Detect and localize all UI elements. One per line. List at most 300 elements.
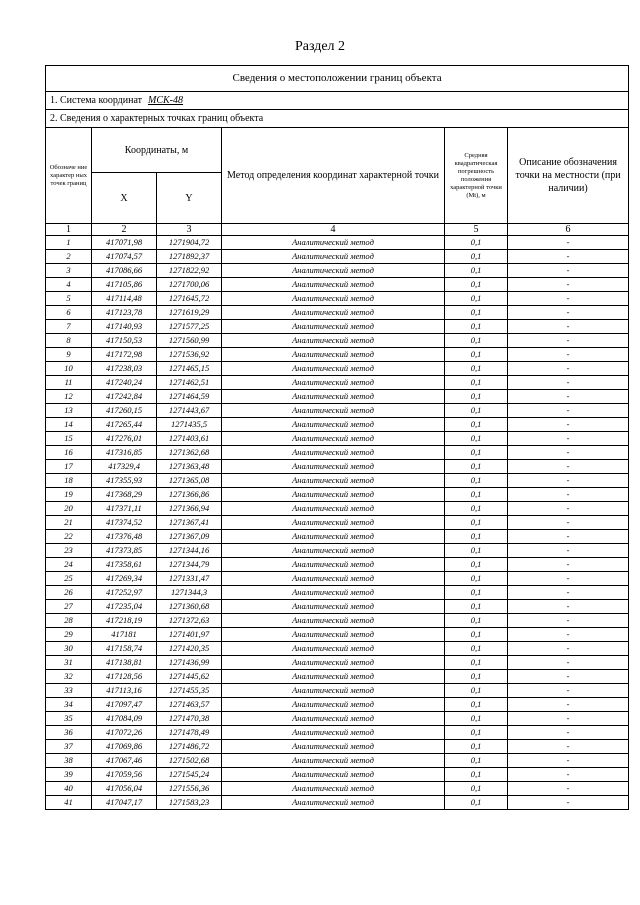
x-coordinate-cell: 417140,93 — [92, 320, 157, 334]
table-row — [46, 236, 629, 250]
point-number-cell: 2 — [46, 250, 92, 264]
description-cell: - — [508, 236, 629, 250]
y-coordinate-cell: 1271372,63 — [157, 614, 222, 628]
method-cell: Аналитический метод — [222, 488, 445, 502]
method-cell: Аналитический метод — [222, 404, 445, 418]
method-cell: Аналитический метод — [222, 390, 445, 404]
method-cell: Аналитический метод — [222, 740, 445, 754]
accuracy-cell: 0,1 — [445, 278, 508, 292]
accuracy-cell: 0,1 — [445, 460, 508, 474]
method-cell: Аналитический метод — [222, 250, 445, 264]
method-cell: Аналитический метод — [222, 600, 445, 614]
table-row — [46, 516, 629, 530]
x-coordinate-cell: 417276,01 — [92, 432, 157, 446]
table-row — [46, 698, 629, 712]
y-coordinate-cell: 1271455,35 — [157, 684, 222, 698]
y-coordinate-cell: 1271366,86 — [157, 488, 222, 502]
x-coordinate-cell: 417123,78 — [92, 306, 157, 320]
y-coordinate-cell: 1271822,92 — [157, 264, 222, 278]
x-coordinate-cell: 417242,84 — [92, 390, 157, 404]
description-cell: - — [508, 502, 629, 516]
point-number-cell: 38 — [46, 754, 92, 768]
x-coordinate-cell: 417128,56 — [92, 670, 157, 684]
description-cell: - — [508, 796, 629, 810]
point-number-cell: 18 — [46, 474, 92, 488]
x-coordinate-cell: 417074,57 — [92, 250, 157, 264]
method-cell: Аналитический метод — [222, 348, 445, 362]
x-coordinate-cell: 417105,86 — [92, 278, 157, 292]
section-title: Раздел 2 — [294, 39, 346, 54]
method-cell: Аналитический метод — [222, 754, 445, 768]
y-coordinate-cell: 1271892,37 — [157, 250, 222, 264]
accuracy-cell: 0,1 — [445, 628, 508, 642]
y-coordinate-cell: 1271700,06 — [157, 278, 222, 292]
table-row — [46, 642, 629, 656]
header-x: X — [92, 173, 157, 224]
method-cell: Аналитический метод — [222, 334, 445, 348]
x-coordinate-cell: 417374,52 — [92, 516, 157, 530]
point-number-cell: 29 — [46, 628, 92, 642]
table-row — [46, 488, 629, 502]
method-cell: Аналитический метод — [222, 474, 445, 488]
x-coordinate-cell: 417138,81 — [92, 656, 157, 670]
accuracy-cell: 0,1 — [445, 376, 508, 390]
method-cell: Аналитический метод — [222, 782, 445, 796]
point-number-cell: 40 — [46, 782, 92, 796]
accuracy-cell: 0,1 — [445, 586, 508, 600]
accuracy-cell: 0,1 — [445, 558, 508, 572]
description-cell: - — [508, 488, 629, 502]
table-row — [46, 558, 629, 572]
table-row — [46, 306, 629, 320]
accuracy-cell: 0,1 — [445, 362, 508, 376]
table-row — [46, 390, 629, 404]
x-coordinate-cell: 417371,11 — [92, 502, 157, 516]
table-row — [46, 460, 629, 474]
accuracy-cell: 0,1 — [445, 432, 508, 446]
y-coordinate-cell: 1271331,47 — [157, 572, 222, 586]
description-cell: - — [508, 306, 629, 320]
y-coordinate-cell: 1271420,35 — [157, 642, 222, 656]
accuracy-cell: 0,1 — [445, 530, 508, 544]
x-coordinate-cell: 417047,17 — [92, 796, 157, 810]
description-cell: - — [508, 628, 629, 642]
table-row — [46, 264, 629, 278]
y-coordinate-cell: 1271344,79 — [157, 558, 222, 572]
x-coordinate-cell: 417097,47 — [92, 698, 157, 712]
point-number-cell: 1 — [46, 236, 92, 250]
description-cell: - — [508, 474, 629, 488]
y-coordinate-cell: 1271365,08 — [157, 474, 222, 488]
description-cell: - — [508, 614, 629, 628]
y-coordinate-cell: 1271464,59 — [157, 390, 222, 404]
accuracy-cell: 0,1 — [445, 348, 508, 362]
header-y: Y — [157, 173, 222, 224]
method-cell: Аналитический метод — [222, 376, 445, 390]
description-cell: - — [508, 740, 629, 754]
table-row — [46, 628, 629, 642]
method-cell: Аналитический метод — [222, 306, 445, 320]
point-number-cell: 17 — [46, 460, 92, 474]
accuracy-cell: 0,1 — [445, 418, 508, 432]
table-row — [46, 614, 629, 628]
description-cell: - — [508, 348, 629, 362]
method-cell: Аналитический метод — [222, 544, 445, 558]
table-row — [46, 418, 629, 432]
accuracy-cell: 0,1 — [445, 264, 508, 278]
table-title: Сведения о местоположении границ объекта — [46, 66, 629, 92]
table-body — [46, 66, 629, 810]
y-coordinate-cell: 1271556,36 — [157, 782, 222, 796]
point-number-cell: 19 — [46, 488, 92, 502]
method-cell: Аналитический метод — [222, 446, 445, 460]
y-coordinate-cell: 1271560,99 — [157, 334, 222, 348]
table-row — [46, 600, 629, 614]
table-row — [46, 278, 629, 292]
y-coordinate-cell: 1271619,29 — [157, 306, 222, 320]
accuracy-cell: 0,1 — [445, 306, 508, 320]
y-coordinate-cell: 1271502,68 — [157, 754, 222, 768]
method-cell: Аналитический метод — [222, 796, 445, 810]
y-coordinate-cell: 1271463,57 — [157, 698, 222, 712]
y-coordinate-cell: 1271465,15 — [157, 362, 222, 376]
method-cell: Аналитический метод — [222, 628, 445, 642]
header-coordinates: Координаты, м — [92, 128, 222, 173]
x-coordinate-cell: 417069,86 — [92, 740, 157, 754]
point-number-cell: 37 — [46, 740, 92, 754]
x-coordinate-cell: 417269,34 — [92, 572, 157, 586]
accuracy-cell: 0,1 — [445, 768, 508, 782]
table-row — [46, 404, 629, 418]
y-coordinate-cell: 1271583,23 — [157, 796, 222, 810]
description-cell: - — [508, 600, 629, 614]
method-cell: Аналитический метод — [222, 292, 445, 306]
table-row — [46, 544, 629, 558]
accuracy-cell: 0,1 — [445, 390, 508, 404]
table-row — [46, 362, 629, 376]
column-number: 5 — [445, 224, 508, 236]
accuracy-cell: 0,1 — [445, 754, 508, 768]
description-cell: - — [508, 712, 629, 726]
table-row — [46, 292, 629, 306]
description-cell: - — [508, 404, 629, 418]
y-coordinate-cell: 1271536,92 — [157, 348, 222, 362]
method-cell: Аналитический метод — [222, 432, 445, 446]
x-coordinate-cell: 417368,29 — [92, 488, 157, 502]
table-row — [46, 502, 629, 516]
header-accuracy: Средняя квадратическая погрешность положения характерной точки (Mt), м — [445, 128, 508, 224]
method-cell: Аналитический метод — [222, 698, 445, 712]
x-coordinate-cell: 417181 — [92, 628, 157, 642]
coord-system-value: МСК-48 — [148, 95, 184, 106]
description-cell: - — [508, 670, 629, 684]
accuracy-cell: 0,1 — [445, 614, 508, 628]
point-number-cell: 7 — [46, 320, 92, 334]
description-cell: - — [508, 320, 629, 334]
x-coordinate-cell: 417260,15 — [92, 404, 157, 418]
point-number-cell: 34 — [46, 698, 92, 712]
description-cell: - — [508, 390, 629, 404]
table-row — [46, 376, 629, 390]
description-cell: - — [508, 782, 629, 796]
point-number-cell: 28 — [46, 614, 92, 628]
x-coordinate-cell: 417114,48 — [92, 292, 157, 306]
table-row — [46, 782, 629, 796]
description-cell: - — [508, 544, 629, 558]
y-coordinate-cell: 1271443,67 — [157, 404, 222, 418]
x-coordinate-cell: 417059,56 — [92, 768, 157, 782]
method-cell: Аналитический метод — [222, 656, 445, 670]
table-row — [46, 768, 629, 782]
accuracy-cell: 0,1 — [445, 740, 508, 754]
point-number-cell: 31 — [46, 656, 92, 670]
y-coordinate-cell: 1271403,61 — [157, 432, 222, 446]
method-cell: Аналитический метод — [222, 684, 445, 698]
accuracy-cell: 0,1 — [445, 712, 508, 726]
description-cell: - — [508, 278, 629, 292]
x-coordinate-cell: 417265,44 — [92, 418, 157, 432]
x-coordinate-cell: 417240,24 — [92, 376, 157, 390]
y-coordinate-cell: 1271470,38 — [157, 712, 222, 726]
accuracy-cell: 0,1 — [445, 782, 508, 796]
accuracy-cell: 0,1 — [445, 334, 508, 348]
method-cell: Аналитический метод — [222, 278, 445, 292]
method-cell: Аналитический метод — [222, 670, 445, 684]
method-cell: Аналитический метод — [222, 768, 445, 782]
coord-system-line — [46, 92, 629, 110]
x-coordinate-cell: 417218,19 — [92, 614, 157, 628]
method-cell: Аналитический метод — [222, 712, 445, 726]
x-coordinate-cell: 417358,61 — [92, 558, 157, 572]
description-cell: - — [508, 698, 629, 712]
table-row — [46, 250, 629, 264]
method-cell: Аналитический метод — [222, 572, 445, 586]
point-number-cell: 11 — [46, 376, 92, 390]
x-coordinate-cell: 417113,16 — [92, 684, 157, 698]
point-number-cell: 36 — [46, 726, 92, 740]
y-coordinate-cell: 1271436,99 — [157, 656, 222, 670]
header-description: Описание обозначения точки на местности (при наличии) — [508, 128, 629, 224]
column-number: 6 — [508, 224, 629, 236]
method-cell: Аналитический метод — [222, 614, 445, 628]
table-row — [46, 474, 629, 488]
point-number-cell: 41 — [46, 796, 92, 810]
accuracy-cell: 0,1 — [445, 320, 508, 334]
y-coordinate-cell: 1271445,62 — [157, 670, 222, 684]
description-cell: - — [508, 684, 629, 698]
description-cell: - — [508, 768, 629, 782]
y-coordinate-cell: 1271904,72 — [157, 236, 222, 250]
x-coordinate-cell: 417316,85 — [92, 446, 157, 460]
point-number-cell: 33 — [46, 684, 92, 698]
method-cell: Аналитический метод — [222, 726, 445, 740]
y-coordinate-cell: 1271344,16 — [157, 544, 222, 558]
accuracy-cell: 0,1 — [445, 502, 508, 516]
method-cell: Аналитический метод — [222, 530, 445, 544]
accuracy-cell: 0,1 — [445, 250, 508, 264]
accuracy-cell: 0,1 — [445, 572, 508, 586]
x-coordinate-cell: 417376,48 — [92, 530, 157, 544]
point-number-cell: 15 — [46, 432, 92, 446]
description-cell: - — [508, 334, 629, 348]
point-number-cell: 21 — [46, 516, 92, 530]
table-row — [46, 334, 629, 348]
point-number-cell: 4 — [46, 278, 92, 292]
method-cell: Аналитический метод — [222, 642, 445, 656]
x-coordinate-cell: 417084,09 — [92, 712, 157, 726]
description-cell: - — [508, 754, 629, 768]
table-row — [46, 754, 629, 768]
y-coordinate-cell: 1271366,94 — [157, 502, 222, 516]
description-cell: - — [508, 656, 629, 670]
x-coordinate-cell: 417373,85 — [92, 544, 157, 558]
point-number-cell: 8 — [46, 334, 92, 348]
description-cell: - — [508, 642, 629, 656]
table-row — [46, 320, 629, 334]
x-coordinate-cell: 417158,74 — [92, 642, 157, 656]
header-method: Метод определения координат характерной точки — [222, 128, 445, 224]
table-row — [46, 684, 629, 698]
accuracy-cell: 0,1 — [445, 600, 508, 614]
accuracy-cell: 0,1 — [445, 642, 508, 656]
table-row — [46, 712, 629, 726]
accuracy-cell: 0,1 — [445, 684, 508, 698]
boundary-table — [45, 65, 629, 810]
y-coordinate-cell: 1271645,72 — [157, 292, 222, 306]
point-number-cell: 20 — [46, 502, 92, 516]
x-coordinate-cell: 417238,03 — [92, 362, 157, 376]
description-cell: - — [508, 586, 629, 600]
column-numbers-row — [46, 224, 629, 236]
x-coordinate-cell: 417252,97 — [92, 586, 157, 600]
x-coordinate-cell: 417150,53 — [92, 334, 157, 348]
description-cell: - — [508, 250, 629, 264]
point-number-cell: 26 — [46, 586, 92, 600]
column-number: 2 — [92, 224, 157, 236]
y-coordinate-cell: 1271577,25 — [157, 320, 222, 334]
description-cell: - — [508, 558, 629, 572]
description-cell: - — [508, 572, 629, 586]
table-row — [46, 586, 629, 600]
point-number-cell: 22 — [46, 530, 92, 544]
method-cell: Аналитический метод — [222, 264, 445, 278]
point-number-cell: 30 — [46, 642, 92, 656]
method-cell: Аналитический метод — [222, 558, 445, 572]
description-cell: - — [508, 418, 629, 432]
description-cell: - — [508, 446, 629, 460]
point-number-cell: 16 — [46, 446, 92, 460]
point-number-cell: 23 — [46, 544, 92, 558]
method-cell: Аналитический метод — [222, 516, 445, 530]
table-row — [46, 572, 629, 586]
table-row — [46, 740, 629, 754]
table-row — [46, 530, 629, 544]
column-number: 3 — [157, 224, 222, 236]
accuracy-cell: 0,1 — [445, 488, 508, 502]
column-number: 4 — [222, 224, 445, 236]
method-cell: Аналитический метод — [222, 320, 445, 334]
x-coordinate-cell: 417067,46 — [92, 754, 157, 768]
x-coordinate-cell: 417355,93 — [92, 474, 157, 488]
column-number: 1 — [46, 224, 92, 236]
accuracy-cell: 0,1 — [445, 292, 508, 306]
accuracy-cell: 0,1 — [445, 698, 508, 712]
method-cell: Аналитический метод — [222, 586, 445, 600]
point-number-cell: 32 — [46, 670, 92, 684]
method-cell: Аналитический метод — [222, 418, 445, 432]
description-cell: - — [508, 362, 629, 376]
y-coordinate-cell: 1271462,51 — [157, 376, 222, 390]
point-number-cell: 14 — [46, 418, 92, 432]
accuracy-cell: 0,1 — [445, 726, 508, 740]
y-coordinate-cell: 1271367,09 — [157, 530, 222, 544]
point-number-cell: 35 — [46, 712, 92, 726]
accuracy-cell: 0,1 — [445, 796, 508, 810]
method-cell: Аналитический метод — [222, 362, 445, 376]
x-coordinate-cell: 417235,04 — [92, 600, 157, 614]
table-row — [46, 446, 629, 460]
accuracy-cell: 0,1 — [445, 404, 508, 418]
accuracy-cell: 0,1 — [445, 446, 508, 460]
y-coordinate-cell: 1271363,48 — [157, 460, 222, 474]
point-number-cell: 25 — [46, 572, 92, 586]
x-coordinate-cell: 417071,98 — [92, 236, 157, 250]
table-row — [46, 432, 629, 446]
point-number-cell: 6 — [46, 306, 92, 320]
accuracy-cell: 0,1 — [445, 236, 508, 250]
description-cell: - — [508, 460, 629, 474]
point-number-cell: 9 — [46, 348, 92, 362]
method-cell: Аналитический метод — [222, 460, 445, 474]
accuracy-cell: 0,1 — [445, 670, 508, 684]
point-number-cell: 13 — [46, 404, 92, 418]
y-coordinate-cell: 1271478,49 — [157, 726, 222, 740]
description-cell: - — [508, 516, 629, 530]
description-cell: - — [508, 264, 629, 278]
table-row — [46, 796, 629, 810]
y-coordinate-cell: 1271344,3 — [157, 586, 222, 600]
point-number-cell: 10 — [46, 362, 92, 376]
accuracy-cell: 0,1 — [445, 474, 508, 488]
y-coordinate-cell: 1271401,97 — [157, 628, 222, 642]
method-cell: Аналитический метод — [222, 502, 445, 516]
table-row — [46, 670, 629, 684]
x-coordinate-cell: 417056,04 — [92, 782, 157, 796]
y-coordinate-cell: 1271486,72 — [157, 740, 222, 754]
point-number-cell: 3 — [46, 264, 92, 278]
accuracy-cell: 0,1 — [445, 516, 508, 530]
description-cell: - — [508, 292, 629, 306]
point-number-cell: 5 — [46, 292, 92, 306]
y-coordinate-cell: 1271362,68 — [157, 446, 222, 460]
point-number-cell: 24 — [46, 558, 92, 572]
table-row — [46, 656, 629, 670]
description-cell: - — [508, 726, 629, 740]
coord-system-label: 1. Система координат — [50, 95, 143, 106]
x-coordinate-cell: 417086,66 — [92, 264, 157, 278]
x-coordinate-cell: 417329,4 — [92, 460, 157, 474]
table-row — [46, 348, 629, 362]
y-coordinate-cell: 1271360,68 — [157, 600, 222, 614]
x-coordinate-cell: 417072,26 — [92, 726, 157, 740]
accuracy-cell: 0,1 — [445, 656, 508, 670]
point-number-cell: 27 — [46, 600, 92, 614]
description-cell: - — [508, 530, 629, 544]
method-cell: Аналитический метод — [222, 236, 445, 250]
y-coordinate-cell: 1271367,41 — [157, 516, 222, 530]
y-coordinate-cell: 1271545,24 — [157, 768, 222, 782]
header-point-id: Обозначе ние характер ных точек границ — [46, 128, 92, 224]
